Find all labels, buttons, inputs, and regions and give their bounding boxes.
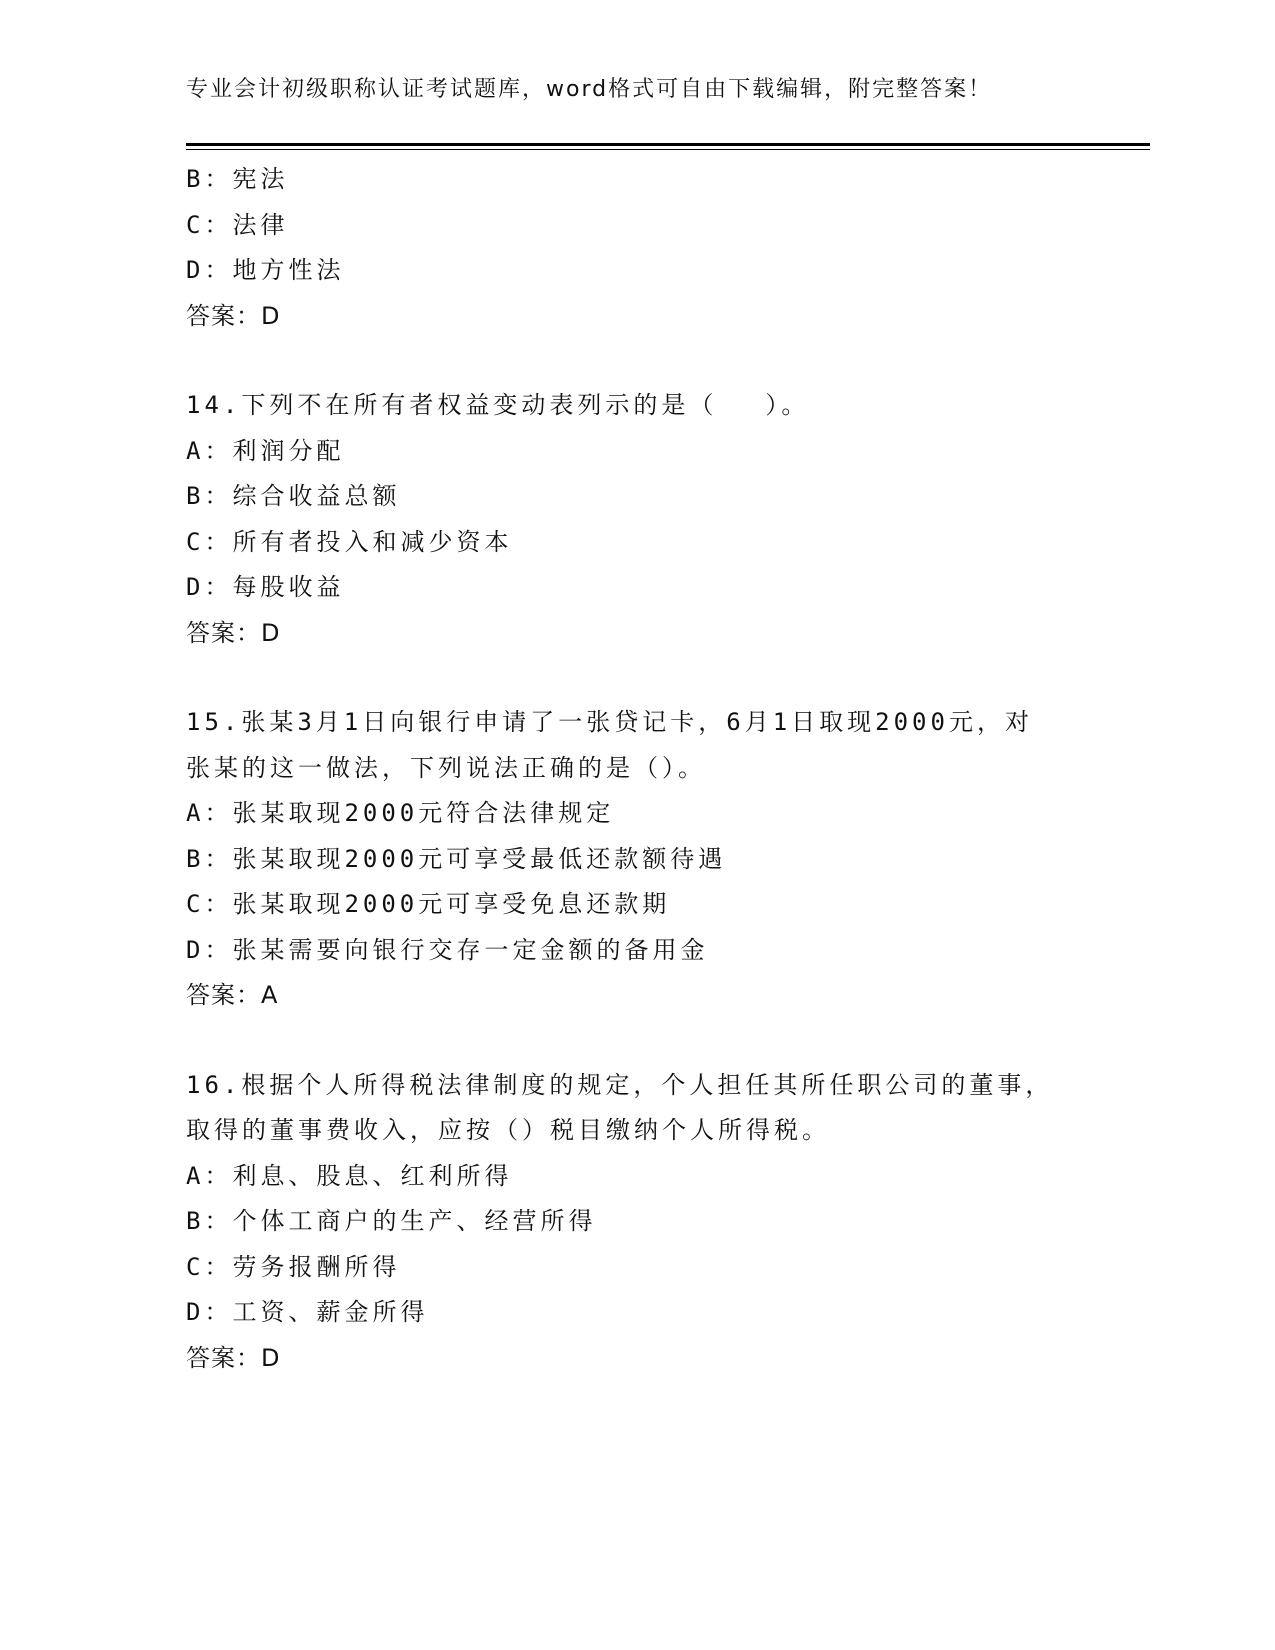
option-c: C：劳务报酬所得 [186, 1252, 401, 1281]
header-rule-thick [186, 143, 1150, 146]
question-spacer [186, 339, 1086, 383]
option-b: B：宪法 [186, 165, 289, 193]
page-header: 专业会计初级职称认证考试题库，word格式可自由下载编辑，附完整答案！ [186, 77, 993, 102]
header-rule-thin [186, 149, 1150, 150]
option-a: A：张某取现2000元符合法律规定 [186, 799, 615, 827]
question-stem-line: 取得的董事费收入，应按（）税目缴纳个人所得税。 [186, 1116, 830, 1144]
question-stem-line: 张某的这一做法，下列说法正确的是（）。 [186, 753, 706, 782]
question-list [186, 157, 1086, 1381]
option-a: A：利息、股息、红利所得 [186, 1161, 513, 1190]
option-a: A：利润分配 [186, 436, 345, 465]
option-d: D：工资、薪金所得 [186, 1298, 429, 1326]
question-stem-line: 16.根据个人所得税法律制度的规定，个人担任其所任职公司的董事， [186, 1070, 1054, 1099]
question-stem [186, 383, 1086, 429]
stem-after-blank: ）。 [765, 391, 810, 419]
question-16 [186, 1063, 1086, 1382]
answer-line: 答案：D [186, 301, 281, 330]
option-d: D：张某需要向银行交存一定金额的备用金 [186, 935, 709, 964]
answer-line: 答案：D [186, 618, 281, 647]
question-spacer [186, 656, 1086, 700]
question-spacer [186, 1019, 1086, 1063]
option-d: D：地方性法 [186, 256, 345, 284]
option-b: B：张某取现2000元可享受最低还款额待遇 [186, 844, 727, 873]
option-b: B：个体工商户的生产、经营所得 [186, 1207, 597, 1235]
question-15 [186, 700, 1086, 1019]
answer-line: 答案：A [186, 981, 279, 1009]
stem-before-blank: 14.下列不在所有者权益变动表列示的是（ [186, 391, 718, 419]
answer-line: 答案：D [186, 1343, 281, 1372]
option-c: C：法律 [186, 210, 289, 239]
question-13-continued [186, 157, 1086, 339]
question-14 [186, 383, 1086, 656]
option-c: C：张某取现2000元可享受免息还款期 [186, 890, 671, 918]
option-c: C：所有者投入和减少资本 [186, 527, 513, 556]
question-stem-line: 15.张某3月1日向银行申请了一张贷记卡，6月1日取现2000元，对 [186, 708, 1033, 736]
option-b: B：综合收益总额 [186, 482, 401, 510]
option-d: D：每股收益 [186, 573, 345, 601]
